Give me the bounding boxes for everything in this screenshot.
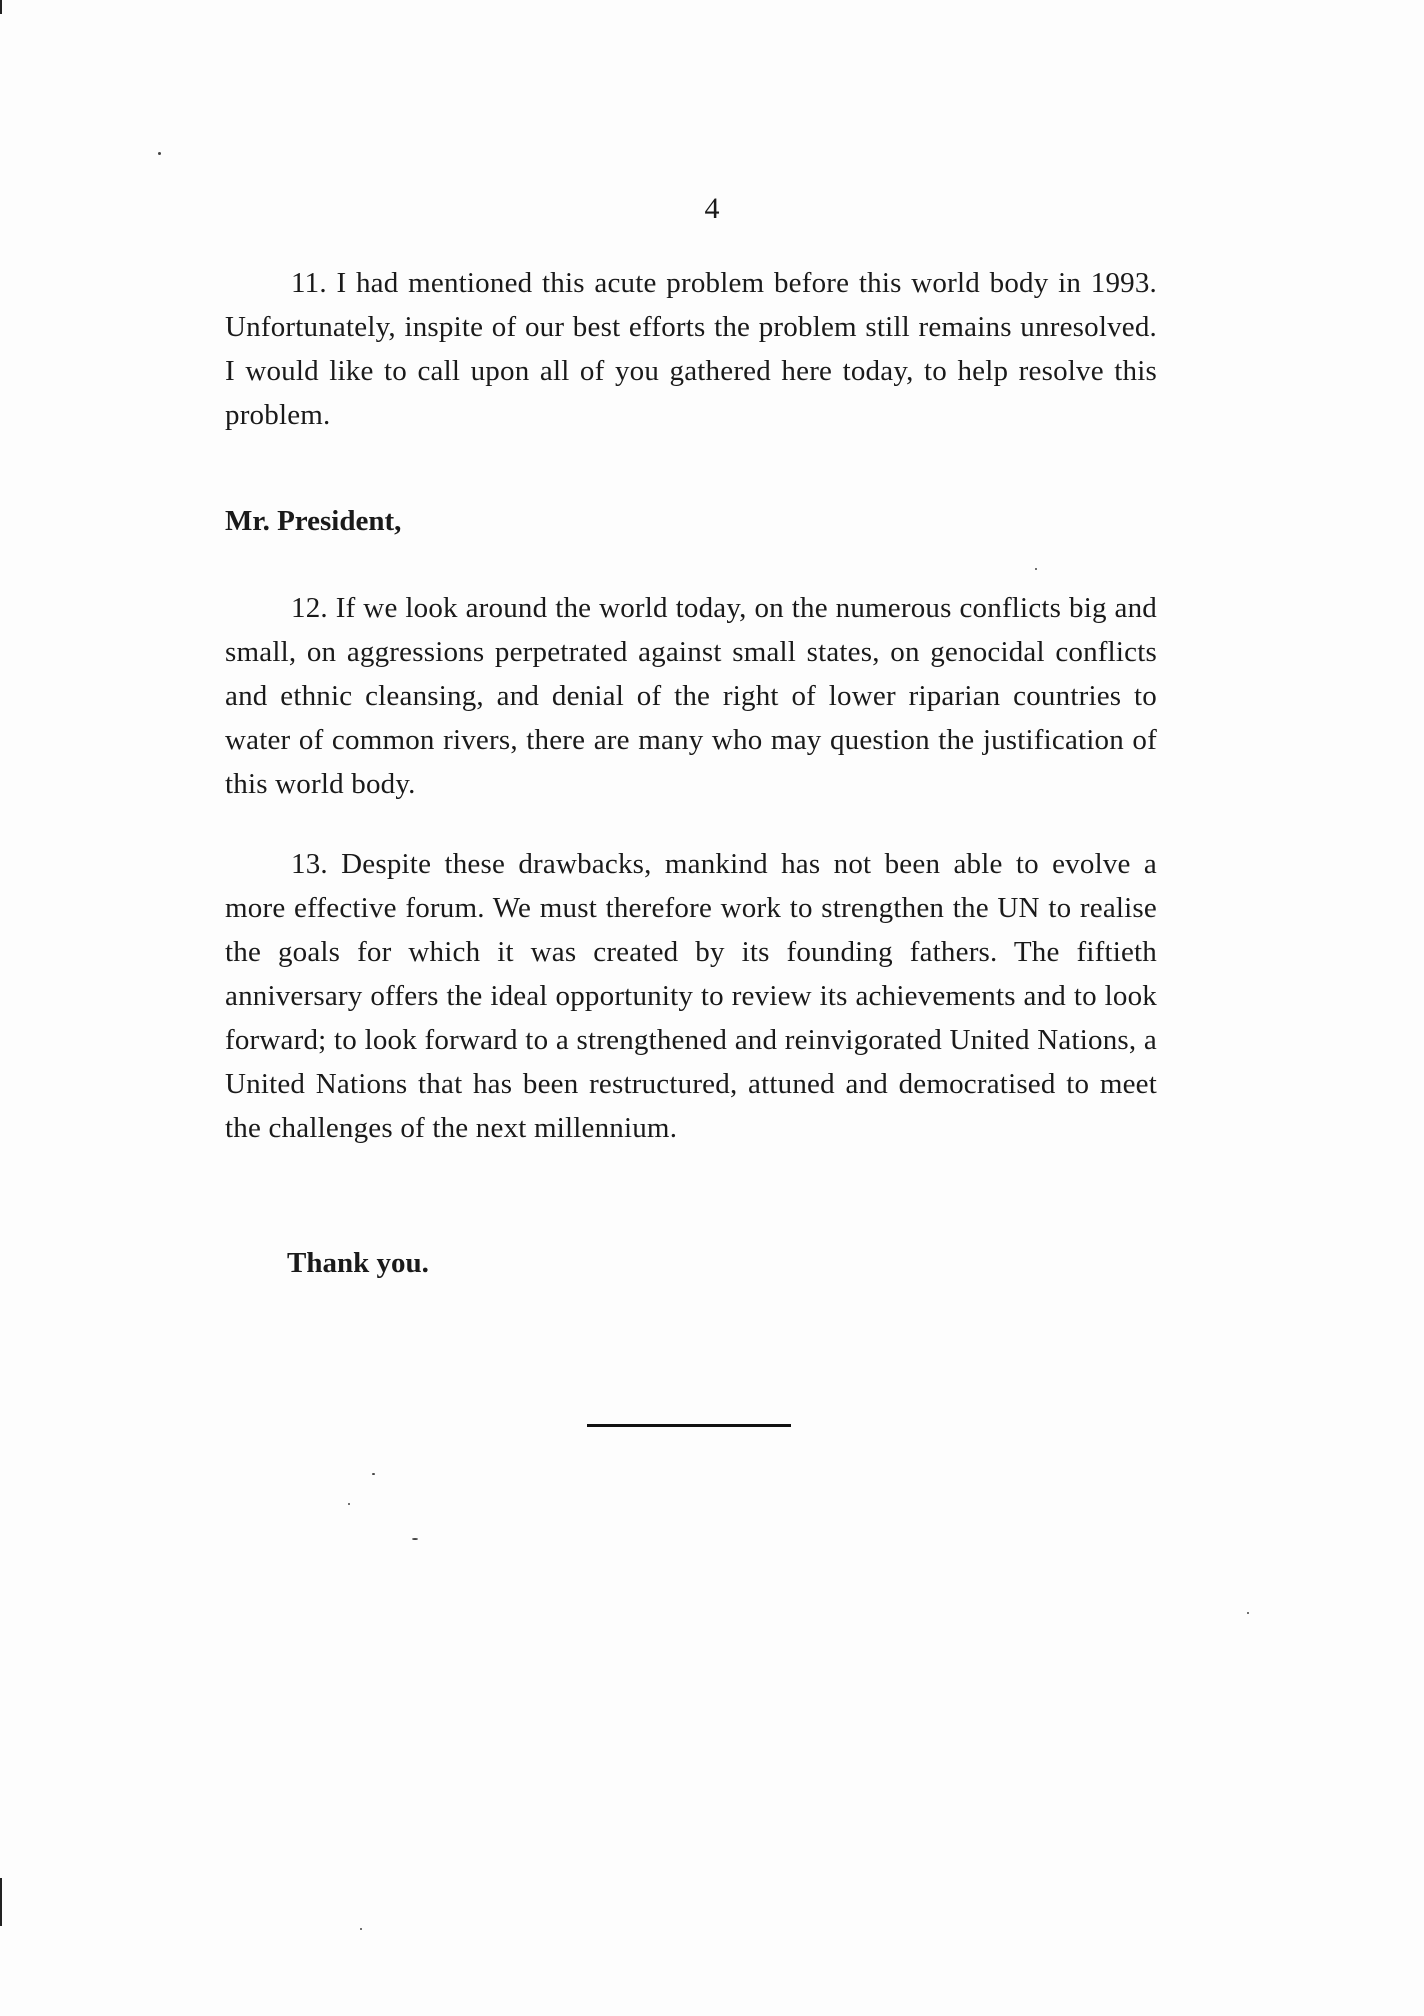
page-number: 4 [704,192,720,225]
end-of-document-rule [587,1424,791,1427]
scan-speck [372,1473,375,1475]
scan-speck [360,1928,362,1930]
scan-speck [1247,1612,1249,1614]
paragraph-11 [225,261,1157,437]
paragraph-13-text: 13. Despite these drawbacks, mankind has not been able to evolve a more effective forum. We must therefore work to strengthen the UN to realise the goals for which it was created by its founding fathers. The fiftieth anniversary offers the ideal opportunity to review its achievements and to look forward; to look forward to a strengthened and reinvigorated United Nations, a United Nations that has been restructured, attuned and democratised to meet the challenges of the next millennium. [225,848,1157,1144]
scan-speck [158,152,161,155]
scan-edge-mark [0,0,2,14]
scan-edge-mark [0,1878,2,1926]
paragraph-12 [225,586,1157,806]
scan-speck [348,1503,350,1505]
closing-line: Thank you. [287,1247,429,1279]
paragraph-11-text: 11. I had mentioned this acute problem before this world body in 1993. Unfortunately, inspite of our best efforts the problem still remains unresolved. I would like to call upon all of you gathered here today, to help resolve this problem. [225,267,1157,431]
scan-speck [1035,568,1037,570]
paragraph-12-text: 12. If we look around the world today, on the numerous conflicts big and small, on aggressions perpetrated against small states, on genocidal conflicts and ethnic cleansing, and denial of the right of lower riparian countries to water of common rivers, there are many who may question the justification of this world body. [225,592,1157,800]
scan-speck [412,1538,418,1540]
paragraph-13 [225,842,1157,1150]
salutation-heading: Mr. President, [225,505,402,537]
